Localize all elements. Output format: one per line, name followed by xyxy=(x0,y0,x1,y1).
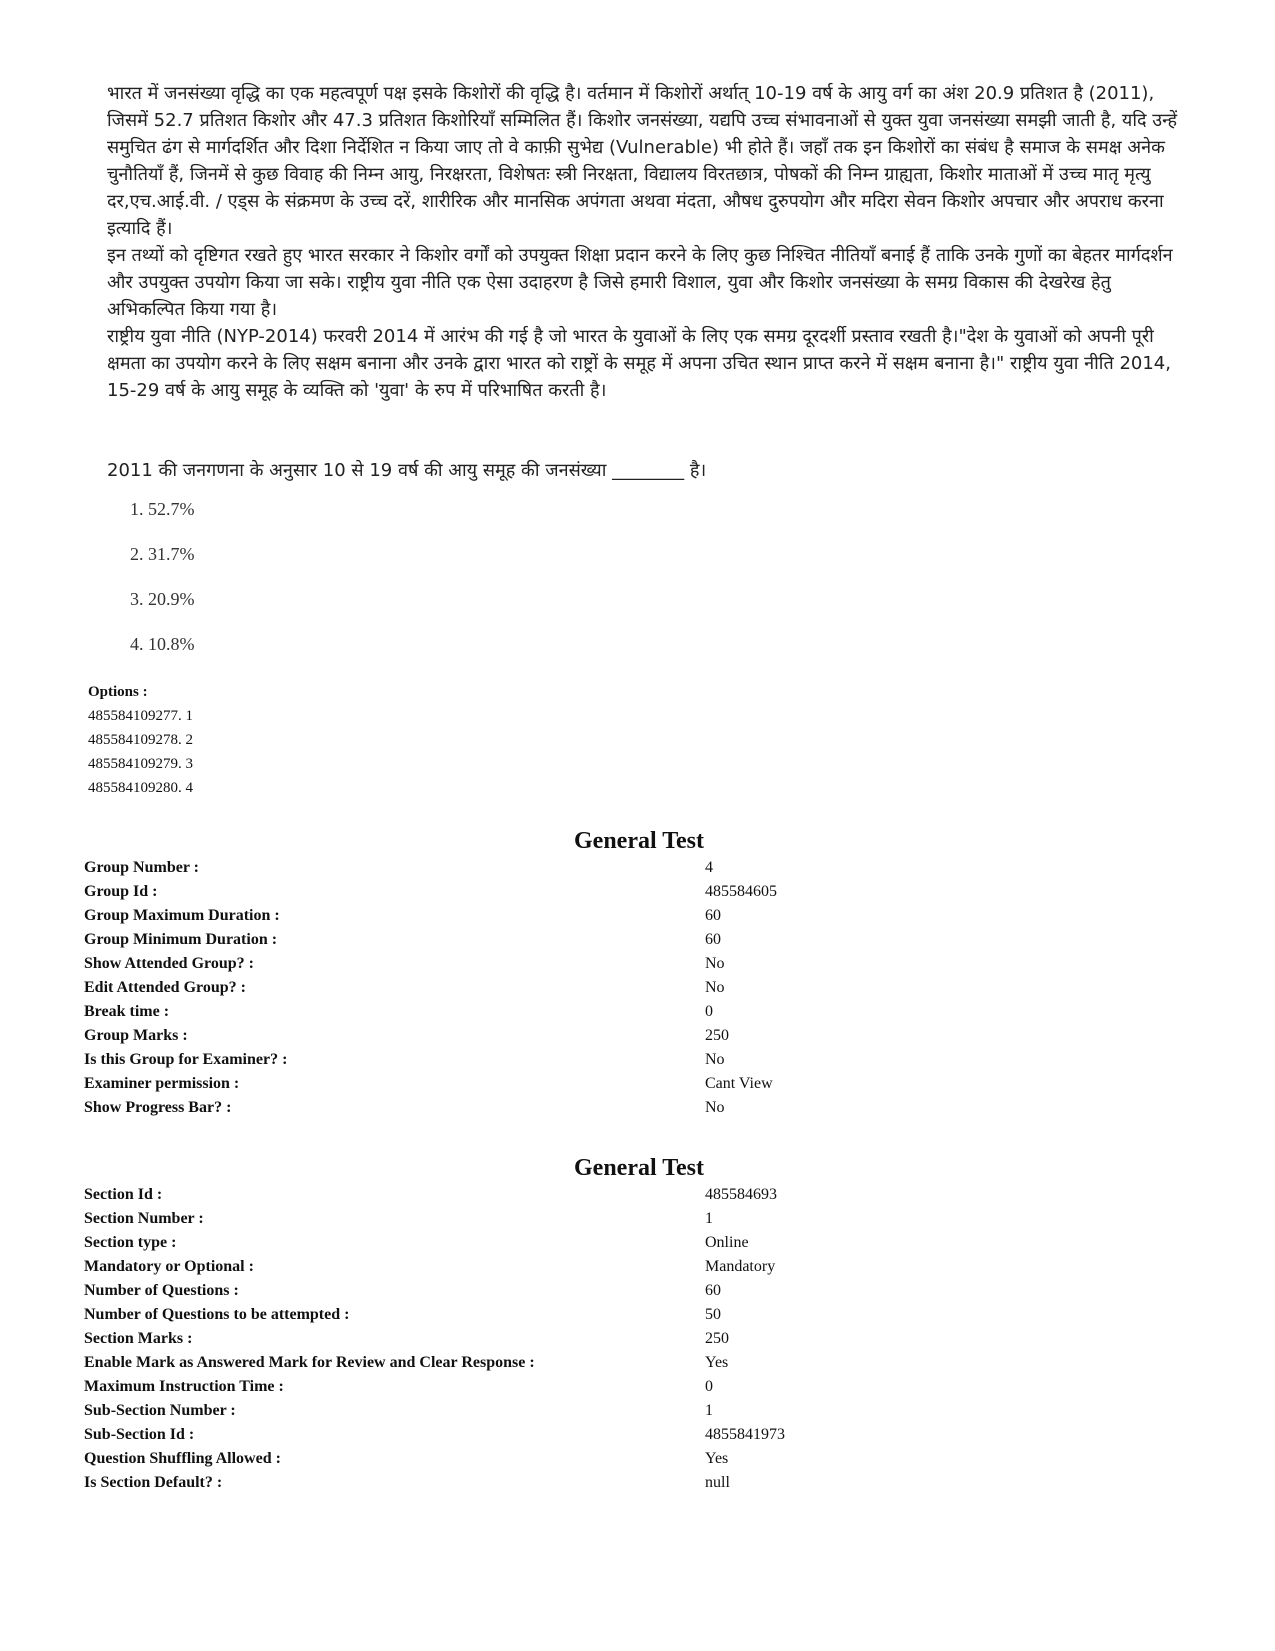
info-row xyxy=(84,1072,1194,1096)
info-label: Question Shuffling Allowed : xyxy=(84,1450,281,1467)
passage-paragraph-2: इन तथ्यों को दृष्टिगत रखते हुए भारत सरकार ने किशोर वर्गों को उपयुक्त शिक्षा प्रदान करने के लिए कुछ निश्चित नीतियाँ बनाई हैं ताकि उनके गुणों का बेहतर मार्गदर्शन और उपयुक्त उपयोग किया जा सके। राष्ट्रीय युवा नीति एक ऐसा उदाहरण है जिसे हमारी विशाल, युवा और किशोर जनसंख्या के समग्र विकास की देखरेख हेतु अभिकल्पित किया गया है। xyxy=(107,245,1173,320)
answer-choices xyxy=(130,497,195,677)
group-info xyxy=(84,826,1194,1120)
info-label: Group Number : xyxy=(84,859,199,876)
section-info xyxy=(84,1153,1194,1495)
option-id-2: 485584109278. 2 xyxy=(88,732,193,748)
info-row xyxy=(84,1183,1194,1207)
info-label: Mandatory or Optional : xyxy=(84,1258,254,1275)
info-value: 60 xyxy=(705,1282,721,1299)
info-value: No xyxy=(705,979,725,996)
info-label: Section Marks : xyxy=(84,1330,193,1347)
info-label: Is this Group for Examiner? : xyxy=(84,1051,288,1068)
info-value: 4 xyxy=(705,859,713,876)
info-row xyxy=(84,1399,1194,1423)
info-label: Section Number : xyxy=(84,1210,204,1227)
passage-paragraph-1: भारत में जनसंख्या वृद्धि का एक महत्वपूर्ण पक्ष इसके किशोरों की वृद्धि है। वर्तमान में किशोरों अर्थात् 10-19 वर्ष के आयु वर्ग का अंश 20.9 प्रतिशत है (2011), जिसमें 52.7 प्रतिशत किशोर और 47.3 प्रतिशत किशोरियाँ सम्मिलित हैं। किशोर जनसंख्या, यद्यपि उच्च संभावनाओं से युक्त युवा जनसंख्या समझी जाती है, यदि उन्हें समुचित ढंग से मार्गदर्शित और दिशा निर्देशित न किया जाए तो वे काफ़ी सुभेद्य (Vulnerable) भी होते हैं। जहाँ तक इन किशोरों का संबंध है समाज के समक्ष अनेक चुनौतियाँ हैं, जिनमें से कुछ विवाह की निम्न आयु, निरक्षरता, विशेषतः स्त्री निरक्षता, विद्यालय विरतछात्र, पोषकों की निम्न ग्राह्यता, किशोर माताओं में उच्च मातृ मृत्यु दर,एच.आई.वी. / एड्स के संक्रमण के उच्च दरें, शारीरिक और मानसिक अपंगता अथवा मंदता, औषध दुरुपयोग और मदिरा सेवन किशोर अपचार और अपराध करना इत्यादि हैं। xyxy=(107,83,1178,239)
info-value: 485584693 xyxy=(705,1186,777,1203)
info-label: Sub-Section Number : xyxy=(84,1402,236,1419)
info-row xyxy=(84,880,1194,904)
info-row xyxy=(84,1327,1194,1351)
info-value: Yes xyxy=(705,1354,729,1371)
info-label: Number of Questions to be attempted : xyxy=(84,1306,350,1323)
info-label: Sub-Section Id : xyxy=(84,1426,195,1443)
info-row xyxy=(84,952,1194,976)
info-row xyxy=(84,976,1194,1000)
info-row xyxy=(84,1279,1194,1303)
info-value: 4855841973 xyxy=(705,1426,785,1443)
info-label: Edit Attended Group? : xyxy=(84,979,246,996)
choice-3: 3. 20.9% xyxy=(130,589,195,609)
info-value: Cant View xyxy=(705,1075,773,1092)
info-value: null xyxy=(705,1474,730,1491)
info-label: Section type : xyxy=(84,1234,177,1251)
info-row xyxy=(84,1423,1194,1447)
section-title: General Test xyxy=(574,1155,704,1181)
option-id-3: 485584109279. 3 xyxy=(88,756,193,772)
info-row xyxy=(84,1000,1194,1024)
info-value: Online xyxy=(705,1234,749,1251)
info-row xyxy=(84,1255,1194,1279)
info-label: Group Marks : xyxy=(84,1027,188,1044)
group-title: General Test xyxy=(574,828,704,854)
info-value: 250 xyxy=(705,1330,729,1347)
info-row xyxy=(84,1471,1194,1495)
option-id-1: 485584109277. 1 xyxy=(88,708,193,724)
info-value: No xyxy=(705,1051,725,1068)
info-row xyxy=(84,1447,1194,1471)
options-header: Options : xyxy=(88,684,148,700)
choice-1: 1. 52.7% xyxy=(130,499,195,519)
option-id-4: 485584109280. 4 xyxy=(88,780,193,796)
options-list xyxy=(88,680,193,800)
info-value: 1 xyxy=(705,1210,713,1227)
info-value: No xyxy=(705,1099,725,1116)
info-row xyxy=(84,904,1194,928)
question-text: 2011 की जनगणना के अनुसार 10 से 19 वर्ष की आयु समूह की जनसंख्या ________ है। xyxy=(107,460,707,481)
info-row xyxy=(84,1375,1194,1399)
choice-4: 4. 10.8% xyxy=(130,634,195,654)
info-label: Enable Mark as Answered Mark for Review and Clear Response : xyxy=(84,1354,535,1371)
info-row xyxy=(84,1303,1194,1327)
info-value: No xyxy=(705,955,725,972)
info-row xyxy=(84,1048,1194,1072)
info-label: Examiner permission : xyxy=(84,1075,240,1092)
passage xyxy=(107,80,1192,404)
info-row xyxy=(84,928,1194,952)
info-value: 0 xyxy=(705,1378,713,1395)
info-label: Maximum Instruction Time : xyxy=(84,1378,284,1395)
info-value: 0 xyxy=(705,1003,713,1020)
info-row xyxy=(84,1207,1194,1231)
info-label: Section Id : xyxy=(84,1186,163,1203)
info-value: 60 xyxy=(705,931,721,948)
info-label: Break time : xyxy=(84,1003,170,1020)
info-label: Number of Questions : xyxy=(84,1282,239,1299)
info-value: 250 xyxy=(705,1027,729,1044)
info-value: 60 xyxy=(705,907,721,924)
choice-2: 2. 31.7% xyxy=(130,544,195,564)
info-value: 1 xyxy=(705,1402,713,1419)
info-value: Yes xyxy=(705,1450,729,1467)
info-row xyxy=(84,1351,1194,1375)
info-value: Mandatory xyxy=(705,1258,776,1275)
info-row xyxy=(84,856,1194,880)
info-label: Show Attended Group? : xyxy=(84,955,254,972)
info-row xyxy=(84,1096,1194,1120)
info-label: Group Id : xyxy=(84,883,158,900)
info-label: Group Minimum Duration : xyxy=(84,931,278,948)
info-label: Show Progress Bar? : xyxy=(84,1099,232,1116)
info-label: Group Maximum Duration : xyxy=(84,907,280,924)
info-row xyxy=(84,1024,1194,1048)
passage-paragraph-3: राष्ट्रीय युवा नीति (NYP-2014) फरवरी 2014 में आरंभ की गई है जो भारत के युवाओं के लिए एक समग्र दूरदर्शी प्रस्ताव रखती है।"देश के युवाओं को अपनी पूरी क्षमता का उपयोग करने के लिए सक्षम बनाना और उनके द्वारा भारत को राष्ट्रों के समूह में अपना उचित स्थान प्राप्त करने में सक्षम बनाना है।" राष्ट्रीय युवा नीति 2014, 15-29 वर्ष के आयु समूह के व्यक्ति को 'युवा' के रुप में परिभाषित करती है। xyxy=(107,326,1171,401)
info-value: 50 xyxy=(705,1306,721,1323)
info-row xyxy=(84,1231,1194,1255)
info-value: 485584605 xyxy=(705,883,777,900)
info-label: Is Section Default? : xyxy=(84,1474,223,1491)
